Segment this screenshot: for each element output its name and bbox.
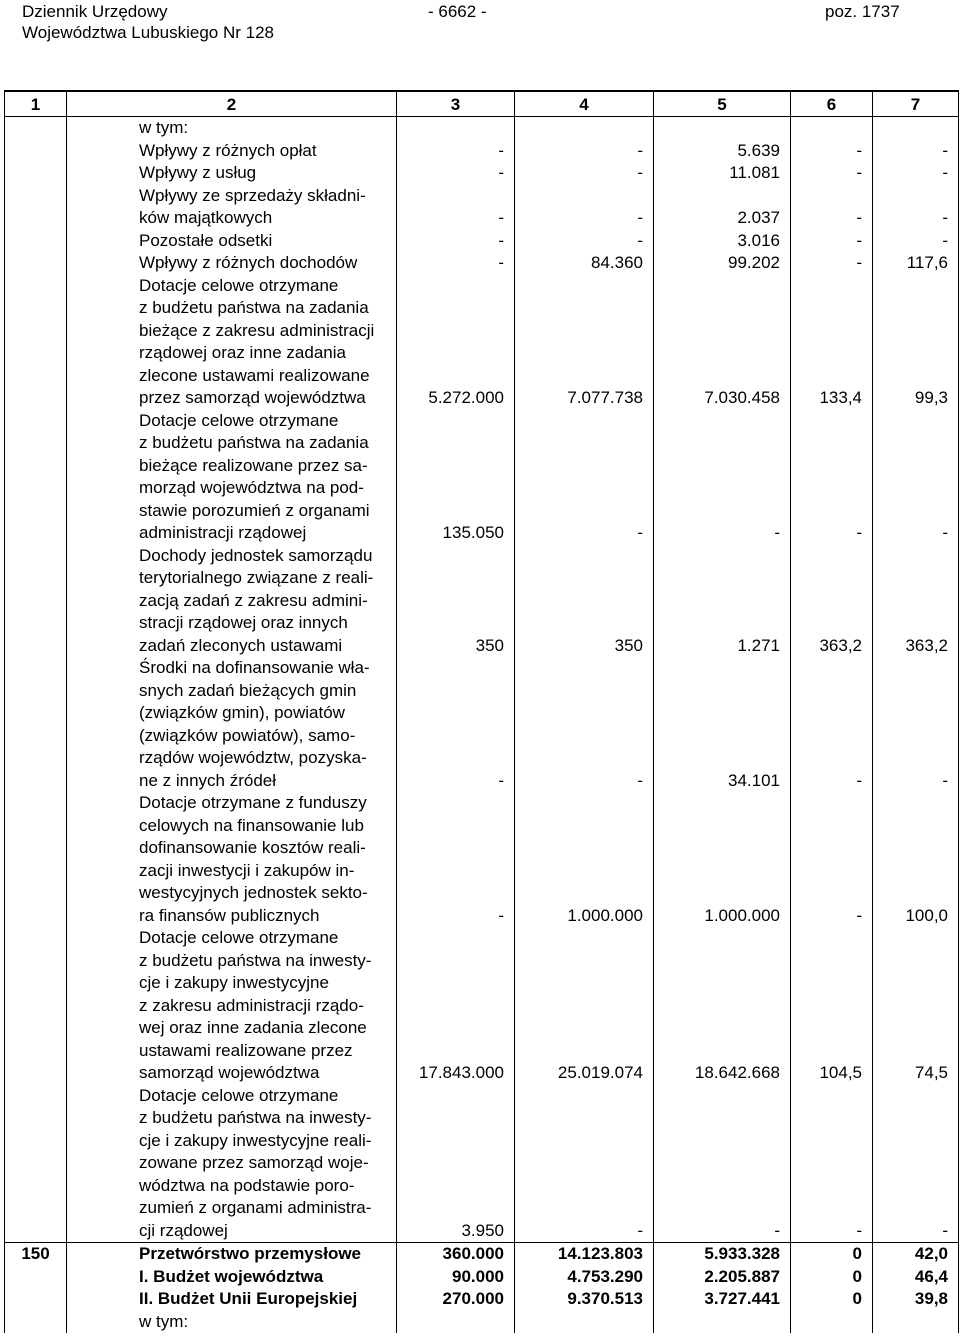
table-row (5, 1266, 959, 1289)
row-description (67, 230, 397, 253)
value-col-5: - (654, 1085, 791, 1243)
value-col-6: - (791, 657, 873, 792)
value-col-4: - (515, 657, 654, 792)
value-col-3: - (397, 252, 515, 275)
value-col-4: 4.753.290 (515, 1266, 654, 1289)
description-text: Dotacje otrzymane z funduszy celowych na finansowanie lub dofinansowanie kosztów reali- zacji inwestycji i zakupów in- westycyjnych jednostek sekto- ra finansów publicznych (139, 793, 368, 925)
row-description (67, 185, 397, 230)
row-code (5, 230, 67, 253)
value-col-5 (654, 1311, 791, 1334)
value-col-7: 117,6 (873, 252, 959, 275)
value-col-5: 99.202 (654, 252, 791, 275)
row-code (5, 792, 67, 927)
description-text: Wpływy z różnych dochodów (139, 253, 358, 272)
value-col-6: - (791, 230, 873, 253)
value-col-3: 360.000 (397, 1243, 515, 1266)
value-col-7: - (873, 1085, 959, 1243)
value-col-7: 100,0 (873, 792, 959, 927)
row-description (67, 1085, 397, 1243)
value-col-4: 1.000.000 (515, 792, 654, 927)
value-col-5: 1.271 (654, 545, 791, 658)
value-col-4: - (515, 162, 654, 185)
description-text: Środki na dofinansowanie wła- snych zadań bieżących gmin (związków gmin), powiatów (związków powiatów), samo- rządów województw, pozyska- ne z innych źródeł (139, 658, 370, 790)
row-description (67, 1243, 397, 1266)
page-number: - 6662 - (428, 2, 487, 21)
column-header: 7 (873, 91, 959, 117)
value-col-3: - (397, 162, 515, 185)
journal-title: Dziennik Urzędowy (22, 2, 168, 21)
row-code (5, 1085, 67, 1243)
value-col-5: 34.101 (654, 657, 791, 792)
row-code (5, 927, 67, 1085)
description-text: Dotacje celowe otrzymane z budżetu państwa na zadania bieżące realizowane przez sa- morząd województwa na pod- stawie porozumień z organami administracji rządowej (139, 410, 370, 542)
table-row (5, 1311, 959, 1334)
budget-table (4, 90, 959, 1333)
value-col-3: 135.050 (397, 410, 515, 545)
description-text: Dotacje celowe otrzymane z budżetu państwa na zadania bieżące z zakresu administracji rządowej oraz inne zadania zlecone ustawami realizowane przez samorząd województwa (139, 275, 375, 407)
value-col-5: 2.037 (654, 185, 791, 230)
row-description (67, 162, 397, 185)
row-description (67, 410, 397, 545)
value-col-4: 14.123.803 (515, 1243, 654, 1266)
description-text: Wpływy z różnych opłat (139, 140, 317, 160)
value-col-6: 363,2 (791, 545, 873, 658)
value-col-6: - (791, 140, 873, 163)
column-header: 2 (67, 91, 397, 117)
row-description (67, 252, 397, 275)
value-col-6: 0 (791, 1288, 873, 1311)
row-code (5, 1311, 67, 1334)
value-col-7 (873, 117, 959, 140)
value-col-3: - (397, 792, 515, 927)
description-text: Dotacje celowe otrzymane z budżetu państwa na inwesty- cje i zakupy inwestycyjne reali- zowane przez samorząd woje- wództwa na podstawie poro- zumień z organami administra- cji rządowej (139, 1085, 372, 1240)
row-description (67, 927, 397, 1085)
table-row (5, 657, 959, 792)
description-text: w tym: (139, 118, 189, 137)
value-col-7: 46,4 (873, 1266, 959, 1289)
value-col-6: 133,4 (791, 275, 873, 410)
description-text: II. Budżet Unii Europejskiej (139, 1289, 358, 1308)
value-col-7: - (873, 410, 959, 545)
value-col-6: 0 (791, 1266, 873, 1289)
value-col-6: - (791, 792, 873, 927)
value-col-5: 7.030.458 (654, 275, 791, 410)
value-col-7: - (873, 162, 959, 185)
table-row (5, 252, 959, 275)
description-text: I. Budżet województwa (139, 1266, 324, 1286)
row-description (67, 1311, 397, 1334)
value-col-4: - (515, 140, 654, 163)
value-col-4: - (515, 1085, 654, 1243)
description-text: Dotacje celowe otrzymane z budżetu państwa na inwesty- cje i zakupy inwestycyjne z zakresu administracji rządo- wej oraz inne zadania zlecone ustawami realizowane przez samorząd województwa (139, 928, 372, 1082)
value-col-3 (397, 1311, 515, 1334)
value-col-6 (791, 117, 873, 140)
value-col-7: - (873, 185, 959, 230)
value-col-4: - (515, 410, 654, 545)
row-description (67, 657, 397, 792)
row-code (5, 657, 67, 792)
table-row (5, 1243, 959, 1266)
row-code (5, 545, 67, 658)
value-col-7: 363,2 (873, 545, 959, 658)
row-code (5, 1266, 67, 1289)
row-description (67, 792, 397, 927)
column-header: 4 (515, 91, 654, 117)
value-col-4: 350 (515, 545, 654, 658)
table-row (5, 1288, 959, 1311)
description-text: Wpływy ze sprzedaży składni- ków majątkowych (139, 185, 366, 227)
value-col-7 (873, 1311, 959, 1334)
row-code: 150 (5, 1243, 67, 1266)
value-col-7: 42,0 (873, 1243, 959, 1266)
value-col-6: - (791, 162, 873, 185)
table-row (5, 162, 959, 185)
table-row (5, 230, 959, 253)
row-description (67, 1288, 397, 1311)
value-col-4: 9.370.513 (515, 1288, 654, 1311)
row-code (5, 410, 67, 545)
table-row (5, 410, 959, 545)
value-col-5: 18.642.668 (654, 927, 791, 1085)
value-col-6: 104,5 (791, 927, 873, 1085)
table-row (5, 792, 959, 927)
table-row (5, 275, 959, 410)
value-col-6 (791, 1311, 873, 1334)
row-description (67, 1266, 397, 1289)
value-col-4: 7.077.738 (515, 275, 654, 410)
value-col-3: 3.950 (397, 1085, 515, 1243)
description-text: Wpływy z usług (139, 163, 257, 182)
value-col-5: 3.727.441 (654, 1288, 791, 1311)
row-code (5, 162, 67, 185)
row-code (5, 185, 67, 230)
value-col-7: 39,8 (873, 1288, 959, 1311)
row-description (67, 275, 397, 410)
row-description (67, 545, 397, 658)
value-col-7: 74,5 (873, 927, 959, 1085)
description-text: w tym: (139, 1311, 189, 1331)
value-col-6: - (791, 1085, 873, 1243)
description-text: Dochody jednostek samorządu terytorialnego związane z reali- zacją zadań z zakresu admini- stracji rządowej oraz innych zadań zleconych ustawami (139, 545, 374, 655)
value-col-5: 3.016 (654, 230, 791, 253)
column-header: 6 (791, 91, 873, 117)
row-description (67, 140, 397, 163)
value-col-3 (397, 117, 515, 140)
value-col-7: 99,3 (873, 275, 959, 410)
table-row (5, 185, 959, 230)
value-col-4: 84.360 (515, 252, 654, 275)
position-number: poz. 1737 (825, 2, 900, 21)
table-row (5, 117, 959, 140)
column-header: 5 (654, 91, 791, 117)
row-description (67, 117, 397, 140)
column-header: 3 (397, 91, 515, 117)
value-col-6: - (791, 252, 873, 275)
value-col-5: - (654, 410, 791, 545)
value-col-3: 5.272.000 (397, 275, 515, 410)
value-col-5 (654, 117, 791, 140)
value-col-5: 5.933.328 (654, 1243, 791, 1266)
row-code (5, 1288, 67, 1311)
value-col-3: 270.000 (397, 1288, 515, 1311)
value-col-3: - (397, 140, 515, 163)
table-row (5, 927, 959, 1085)
row-code (5, 252, 67, 275)
column-header-row (5, 91, 959, 117)
table-row (5, 545, 959, 658)
value-col-3: - (397, 185, 515, 230)
value-col-3: - (397, 657, 515, 792)
value-col-3: - (397, 230, 515, 253)
value-col-4: - (515, 185, 654, 230)
value-col-6: 0 (791, 1243, 873, 1266)
description-text: Przetwórstwo przemysłowe (139, 1244, 362, 1263)
value-col-7: - (873, 230, 959, 253)
table-row (5, 140, 959, 163)
value-col-3: 350 (397, 545, 515, 658)
row-code (5, 140, 67, 163)
column-header: 1 (5, 91, 67, 117)
value-col-4 (515, 1311, 654, 1334)
value-col-5: 1.000.000 (654, 792, 791, 927)
value-col-5: 5.639 (654, 140, 791, 163)
value-col-7: - (873, 657, 959, 792)
table-row (5, 1085, 959, 1243)
value-col-5: 2.205.887 (654, 1266, 791, 1289)
value-col-4: - (515, 230, 654, 253)
value-col-5: 11.081 (654, 162, 791, 185)
row-code (5, 117, 67, 140)
row-code (5, 275, 67, 410)
value-col-3: 90.000 (397, 1266, 515, 1289)
value-col-4 (515, 117, 654, 140)
description-text: Pozostałe odsetki (139, 230, 273, 250)
value-col-7: - (873, 140, 959, 163)
journal-region: Województwa Lubuskiego Nr 128 (22, 23, 274, 42)
value-col-6: - (791, 185, 873, 230)
value-col-6: - (791, 410, 873, 545)
value-col-3: 17.843.000 (397, 927, 515, 1085)
value-col-4: 25.019.074 (515, 927, 654, 1085)
